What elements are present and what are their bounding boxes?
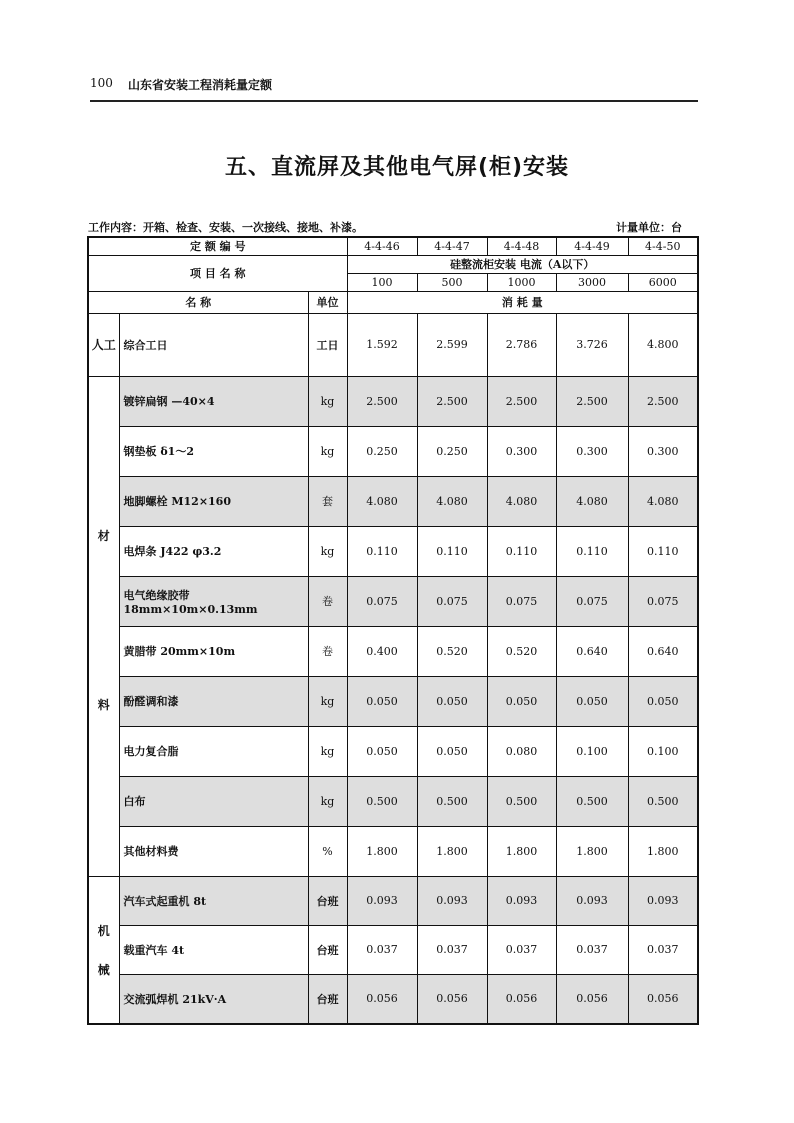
item-unit: kg: [308, 726, 347, 776]
item-value: 0.050: [347, 676, 417, 726]
item-unit: kg: [308, 676, 347, 726]
item-value: 0.093: [347, 876, 417, 925]
item-value: 0.110: [487, 526, 556, 576]
item-value: 0.300: [556, 426, 628, 476]
item-name: 电气绝缘胶带 18mm×10m×0.13mm: [119, 576, 308, 626]
item-name: 交流弧焊机 21kV·A: [119, 974, 308, 1024]
item-value: 0.050: [417, 726, 487, 776]
item-value: 3.726: [556, 313, 628, 376]
current-value: 3000: [556, 273, 628, 291]
category-machinery: [88, 876, 119, 1024]
page-header: [90, 74, 698, 102]
item-value: 0.037: [347, 925, 417, 974]
item-name: 白布: [119, 776, 308, 826]
item-value: 0.050: [347, 726, 417, 776]
item-unit: 台班: [308, 974, 347, 1024]
item-unit: 台班: [308, 876, 347, 925]
item-value: 0.640: [628, 626, 698, 676]
item-value: 0.075: [347, 576, 417, 626]
category-machinery-top: 机: [97, 923, 110, 938]
item-value: 1.592: [347, 313, 417, 376]
quota-number-label: 定 额 编 号: [88, 237, 347, 255]
quota-table-body: [88, 237, 698, 1024]
item-value: 4.080: [487, 476, 556, 526]
item-name: 钢垫板 δ1～2: [119, 426, 308, 476]
item-value: 0.400: [347, 626, 417, 676]
item-value: 0.056: [628, 974, 698, 1024]
table-row: [88, 776, 698, 826]
table-row: [88, 576, 698, 626]
category-labor: 人工: [88, 313, 119, 376]
item-name: 电焊条 J422 φ3.2: [119, 526, 308, 576]
item-value: 1.800: [628, 826, 698, 876]
page-number: 100: [90, 76, 113, 90]
item-name: 镀锌扁钢 —40×4: [119, 376, 308, 426]
item-desc-row: [88, 255, 698, 273]
item-value: 2.500: [487, 376, 556, 426]
item-value: 2.599: [417, 313, 487, 376]
item-value: 0.093: [628, 876, 698, 925]
item-value: 0.056: [556, 974, 628, 1024]
item-name: 综合工日: [119, 313, 308, 376]
item-value: 0.300: [487, 426, 556, 476]
item-value: 0.080: [487, 726, 556, 776]
item-value: 0.100: [628, 726, 698, 776]
item-value: 0.050: [628, 676, 698, 726]
current-value: 6000: [628, 273, 698, 291]
item-value: 0.110: [347, 526, 417, 576]
quota-code: 4-4-50: [628, 237, 698, 255]
item-unit: kg: [308, 376, 347, 426]
quota-code: 4-4-46: [347, 237, 417, 255]
item-value: 0.075: [556, 576, 628, 626]
item-value: 4.080: [417, 476, 487, 526]
table-row: [88, 925, 698, 974]
table-row: [88, 476, 698, 526]
quota-code: 4-4-49: [556, 237, 628, 255]
table-row: [88, 313, 698, 376]
item-value: 0.075: [487, 576, 556, 626]
col-name-header: 名 称: [88, 291, 308, 313]
item-name: 黄腊带 20mm×10m: [119, 626, 308, 676]
item-name: 汽车式起重机 8t: [119, 876, 308, 925]
item-value: 0.250: [347, 426, 417, 476]
item-value: 0.500: [556, 776, 628, 826]
item-value: 1.800: [487, 826, 556, 876]
item-unit: 卷: [308, 626, 347, 676]
item-unit: %: [308, 826, 347, 876]
category-machinery-bottom: 械: [97, 962, 110, 977]
item-value: 0.110: [628, 526, 698, 576]
item-value: 0.093: [556, 876, 628, 925]
column-header-row: [88, 291, 698, 313]
table-row: [88, 826, 698, 876]
item-unit: kg: [308, 426, 347, 476]
item-value: 0.640: [556, 626, 628, 676]
quota-table: [87, 236, 699, 1025]
book-title: 山东省安装工程消耗量定额: [128, 78, 273, 92]
item-value: 0.300: [628, 426, 698, 476]
item-unit: kg: [308, 776, 347, 826]
item-value: 0.110: [417, 526, 487, 576]
item-value: 1.800: [347, 826, 417, 876]
item-value: 0.520: [417, 626, 487, 676]
item-value: 0.056: [417, 974, 487, 1024]
item-value: 0.075: [417, 576, 487, 626]
item-value: 4.080: [628, 476, 698, 526]
item-value: 2.500: [556, 376, 628, 426]
section-title: 五、直流屏及其他电气屏(柜)安装: [224, 155, 570, 180]
current-value: 100: [347, 273, 417, 291]
table-row: [88, 376, 698, 426]
item-value: 0.075: [628, 576, 698, 626]
item-value: 1.800: [556, 826, 628, 876]
quota-code: 4-4-48: [487, 237, 556, 255]
current-value: 1000: [487, 273, 556, 291]
item-value: 1.800: [417, 826, 487, 876]
item-name-label: 项 目 名 称: [88, 255, 347, 291]
category-materials: [88, 376, 119, 876]
item-unit: 卷: [308, 576, 347, 626]
item-unit: 台班: [308, 925, 347, 974]
item-value: 2.786: [487, 313, 556, 376]
item-value: 0.050: [487, 676, 556, 726]
item-unit: 工日: [308, 313, 347, 376]
item-value: 0.037: [628, 925, 698, 974]
item-value: 0.110: [556, 526, 628, 576]
item-name: 地脚螺栓 M12×160: [119, 476, 308, 526]
table-row: [88, 974, 698, 1024]
item-value: 0.037: [417, 925, 487, 974]
item-value: 2.500: [628, 376, 698, 426]
quota-number-row: [88, 237, 698, 255]
work-content: 工作内容：开箱、检查、安装、一次接线、接地、补漆。: [88, 221, 363, 234]
col-consumption-header: 消 耗 量: [347, 291, 698, 313]
item-unit: kg: [308, 526, 347, 576]
unit-label: 计量单位：台: [616, 221, 682, 234]
item-value: 0.037: [487, 925, 556, 974]
item-value: 0.037: [556, 925, 628, 974]
item-name: 电力复合脂: [119, 726, 308, 776]
item-value: 0.056: [487, 974, 556, 1024]
table-row: [88, 426, 698, 476]
item-value: 0.050: [556, 676, 628, 726]
item-value: 0.500: [417, 776, 487, 826]
item-value: 0.500: [487, 776, 556, 826]
item-value: 0.500: [628, 776, 698, 826]
item-value: 0.100: [556, 726, 628, 776]
item-value: 4.080: [556, 476, 628, 526]
category-materials-top: 材: [97, 529, 110, 543]
quota-code: 4-4-47: [417, 237, 487, 255]
item-value: 4.800: [628, 313, 698, 376]
item-value: 0.093: [487, 876, 556, 925]
item-value: 2.500: [417, 376, 487, 426]
table-row: [88, 526, 698, 576]
item-value: 0.520: [487, 626, 556, 676]
item-value: 0.500: [347, 776, 417, 826]
item-value: 0.093: [417, 876, 487, 925]
table-row: [88, 676, 698, 726]
item-name: 载重汽车 4t: [119, 925, 308, 974]
table-row: [88, 726, 698, 776]
current-value: 500: [417, 273, 487, 291]
item-value: 4.080: [347, 476, 417, 526]
col-unit-header: 单位: [308, 291, 347, 313]
table-row: [88, 626, 698, 676]
item-desc: 硅整流柜安装 电流（A以下）: [347, 255, 698, 273]
table-row: [88, 876, 698, 925]
item-unit: 套: [308, 476, 347, 526]
item-value: 0.050: [417, 676, 487, 726]
item-name: 酚醛调和漆: [119, 676, 308, 726]
category-materials-bottom: 料: [97, 698, 110, 712]
item-value: 0.250: [417, 426, 487, 476]
item-value: 0.056: [347, 974, 417, 1024]
item-name: 其他材料费: [119, 826, 308, 876]
item-value: 2.500: [347, 376, 417, 426]
